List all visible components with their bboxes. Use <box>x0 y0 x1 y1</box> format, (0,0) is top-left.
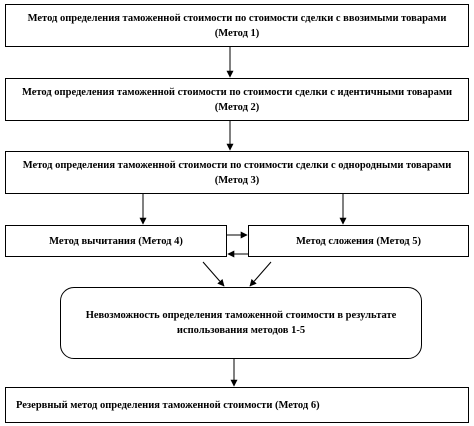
edge-m4-impossible <box>203 262 224 286</box>
node-impossible-label: Невозможность определения таможенной стоимости в результате использования методов 1-5 <box>85 310 397 336</box>
node-method-1-label: Метод определения таможенной стоимости по стоимости сделки с ввозимыми товарами (Метод 1) <box>27 12 447 39</box>
node-method-6-label: Резервный метод определения таможенной стоимости (Метод 6) <box>16 399 320 411</box>
node-method-2-label: Метод определения таможенной стоимости по стоимости сделки с идентичными товарами (Метод 2) <box>21 86 453 113</box>
node-method-4-label: Метод вычитания (Метод 4) <box>49 235 183 247</box>
node-method-5-label: Метод сложения (Метод 5) <box>296 235 421 247</box>
edge-m5-impossible <box>250 262 271 286</box>
node-method-3-label: Метод определения таможенной стоимости по стоимости сделки с однородными товарами (Метод 3) <box>22 159 452 186</box>
